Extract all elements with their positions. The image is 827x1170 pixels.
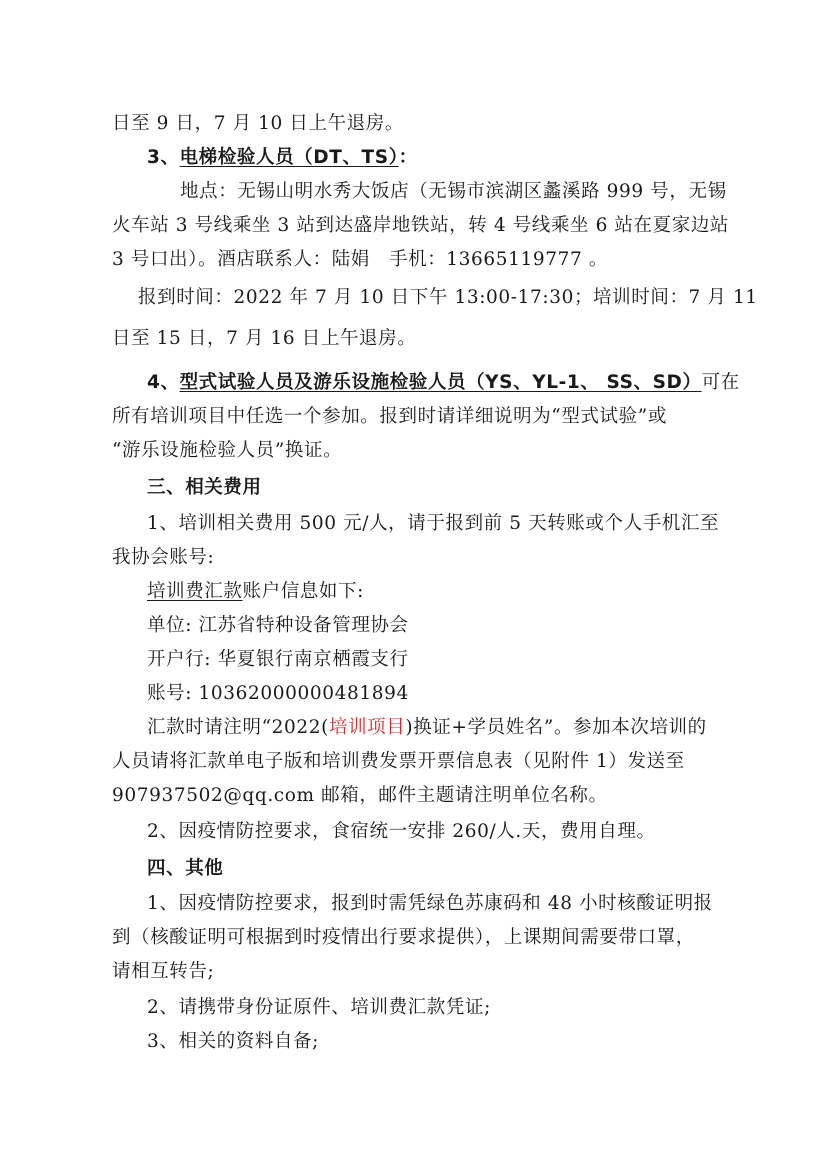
text: )换证+学员姓名”。参加本次培训的 <box>405 717 707 738</box>
paragraph-line: 人员请将汇款单电子版和培训费发票开票信息表（见附件 1）发送至 <box>112 751 685 772</box>
heading-fees: 三、相关费用 <box>147 477 262 498</box>
account-number: 账号: 10362000000481894 <box>147 683 409 704</box>
section-number: 3、 <box>147 147 180 168</box>
account-unit: 单位: 江苏省特种设备管理协会 <box>147 615 409 636</box>
text: 汇款时请注明“2022( <box>147 717 329 738</box>
section-heading-3 <box>147 146 418 170</box>
paragraph-line: 1、因疫情防控要求，报到时需凭绿色苏康码和 48 小时核酸证明报 <box>147 893 713 914</box>
section-title: 型式试验人员及游乐设施检验人员（YS、YL-1、 SS、SD） <box>179 372 702 393</box>
remittance-note <box>147 716 707 740</box>
paragraph-line: 地点：无锡山明水秀大饭店（无锡市滨湖区蠡溪路 999 号，无锡 <box>180 181 727 202</box>
heading-other: 四、其他 <box>147 858 224 879</box>
paragraph-line: 报到时间：2022 年 7 月 10 日下午 13:00-17:30；培训时间：7 月 11 <box>138 287 758 308</box>
section-number: 4、 <box>147 372 180 393</box>
paragraph-line: 请相互转告; <box>112 961 215 982</box>
section-heading-4 <box>147 371 740 395</box>
paragraph-line: 3、相关的资料自备; <box>147 1031 320 1052</box>
text: 账户信息如下: <box>242 581 364 602</box>
paragraph-line: 到（核酸证明可根据到时疫情出行要求提供），上课期间需要带口罩， <box>112 927 695 948</box>
paragraph-line: 日至 9 日，7 月 10 日上午退房。 <box>112 113 404 134</box>
highlight-text: 培训项目 <box>328 717 406 738</box>
paragraph-line: 3 号口出）。酒店联系人：陆娟 手机：13665119777 。 <box>112 249 608 270</box>
paragraph-line: 2、因疫情防控要求，食宿统一安排 260/人.天，费用自理。 <box>147 821 656 842</box>
paragraph-line: 所有培训项目中任选一个参加。报到时请详细说明为“型式试验”或 <box>112 406 667 427</box>
paragraph-line: 我协会账号: <box>112 547 215 568</box>
underlined-text: 培训费汇款 <box>147 581 243 602</box>
paragraph-line: 火车站 3 号线乘坐 3 站到达盛岸地铁站，转 4 号线乘坐 6 站在夏家边站 <box>112 215 730 236</box>
paragraph-line: 2、请携带身份证原件、培训费汇款凭证; <box>147 997 491 1018</box>
paragraph-line: “游乐设施检验人员”换证。 <box>112 440 343 461</box>
section-title: 电梯检验人员（DT、TS） <box>179 147 399 168</box>
paragraph-line: 日至 15 日，7 月 16 日上午退房。 <box>112 328 417 349</box>
section-rest: 可在 <box>701 372 740 393</box>
section-colon: ： <box>398 147 418 168</box>
paragraph-line: 1、培训相关费用 500 元/人，请于报到前 5 天转账或个人手机汇至 <box>147 513 720 534</box>
account-bank: 开户行: 华夏银行南京栖霞支行 <box>147 649 409 670</box>
paragraph-line: 907937502@qq.com 邮箱，邮件主题请注明单位名称。 <box>112 785 608 806</box>
account-info-intro <box>147 580 364 604</box>
